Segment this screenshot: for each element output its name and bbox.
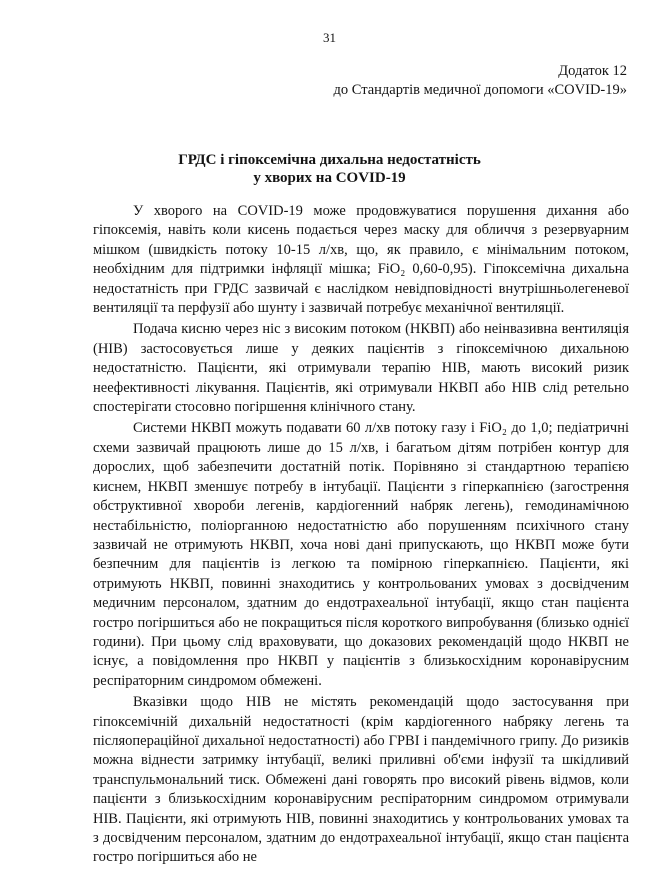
title-line-2: у хворих на COVID-19 — [253, 170, 406, 186]
paragraph: Подача кисню через ніс з високим потоком (НКВП) або неінвазивна вентиляція (НІВ) застосовується лише у деяких пацієнтів з гіпоксемічною дихальною недостатністю. Пацієнти, які отримували терапію НІВ, мають високий ризик неефективності лікування. Пацієнтів, які отримували НКВП або НІВ слід ретельно спостерігати стосовно погіршення клінічного стану. — [93, 321, 629, 416]
paragraph: У хворого на COVID-19 може продовжуватися порушення дихання або гіпоксемія, навіть коли кисень подається через маску для обличчя з резервуарним мішком (швидкість потоку 10-15 л/хв, що, як правило, є мінімальним потоком, необхідним для підтримки інфляції мішка; FiO₂ 0,60-0,95). Гіпоксемічна дихальна недостатність при ГРДС зазвичай є наслідком невідповідності внутрішньолегеневої вентиляції та перфузії або шунту і зазвичай потребує механічної вентиляції. — [93, 203, 629, 317]
appendix-reference: до Стандартів медичної допомоги «COVID-19» — [333, 82, 627, 98]
paragraph: Вказівки щодо НІВ не містять рекомендацій щодо застосування при гіпоксемічній дихальній недостатності (крім кардіогенного набряку легень та післяопераційної дихальної недостатності) або ГРВІ і пандемічного грипу. До ризиків можна віднести затримку інтубації, великі приливні об'єми інфузії та шкідливий транспульмональний тиск. Обмежені дані говорять про високий рівень відмов, коли пацієнти з близькосхідним коронавірусним респіраторним синдромом отримували НІВ. Пацієнти, які отримують НІВ, повинні знаходитись у контрольованих умовах та з досвідченим персоналом, здатним до ендотрахеальної інтубації, якщо стан пацієнта гостро погіршиться або не — [93, 694, 629, 866]
paragraph: Системи НКВП можуть подавати 60 л/хв потоку газу і FiO₂ до 1,0; педіатричні схеми зазвичай працюють лише до 15 л/хв, і багатьом дітям потрібен контур для дорослих, щоб забезпечити достатній потік. Порівняно зі стандартною терапією киснем, НКВП зменшує потребу в інтубації. Пацієнти з гіперкапнією (загострення обструктивної хвороби легенів, кардіогенний набряк легень), гемодинамічною нестабільністю, поліорганною недостатністю або порушенням психічного стану зазвичай не отримують НКВП, хоча нові дані припускають, що НКВП може бути безпечним для пацієнтів із легкою та помірною гіперкапнією. Пацієнти, які отримують НКВП, повинні знаходитись у контрольованих умовах з досвідченим медичним персоналом, здатним до ендотрахеальної інтубації, якщо стан пацієнта гостро погіршиться або не покращиться після короткого випробування (близько однієї години). При цьому слід враховувати, що доказових рекомендацій щодо НКВП не існує, а повідомлення про НКВП у пацієнтів з близькосхідним коронавірусним респіраторним синдромом обмежені. — [93, 420, 629, 689]
document-body — [93, 202, 629, 870]
document-title — [0, 151, 659, 187]
appendix-label: Додаток 12 — [558, 63, 627, 79]
title-line-1: ГРДС і гіпоксемічна дихальна недостатність — [178, 152, 481, 168]
appendix-header — [297, 62, 627, 100]
page-number: 31 — [323, 30, 336, 45]
